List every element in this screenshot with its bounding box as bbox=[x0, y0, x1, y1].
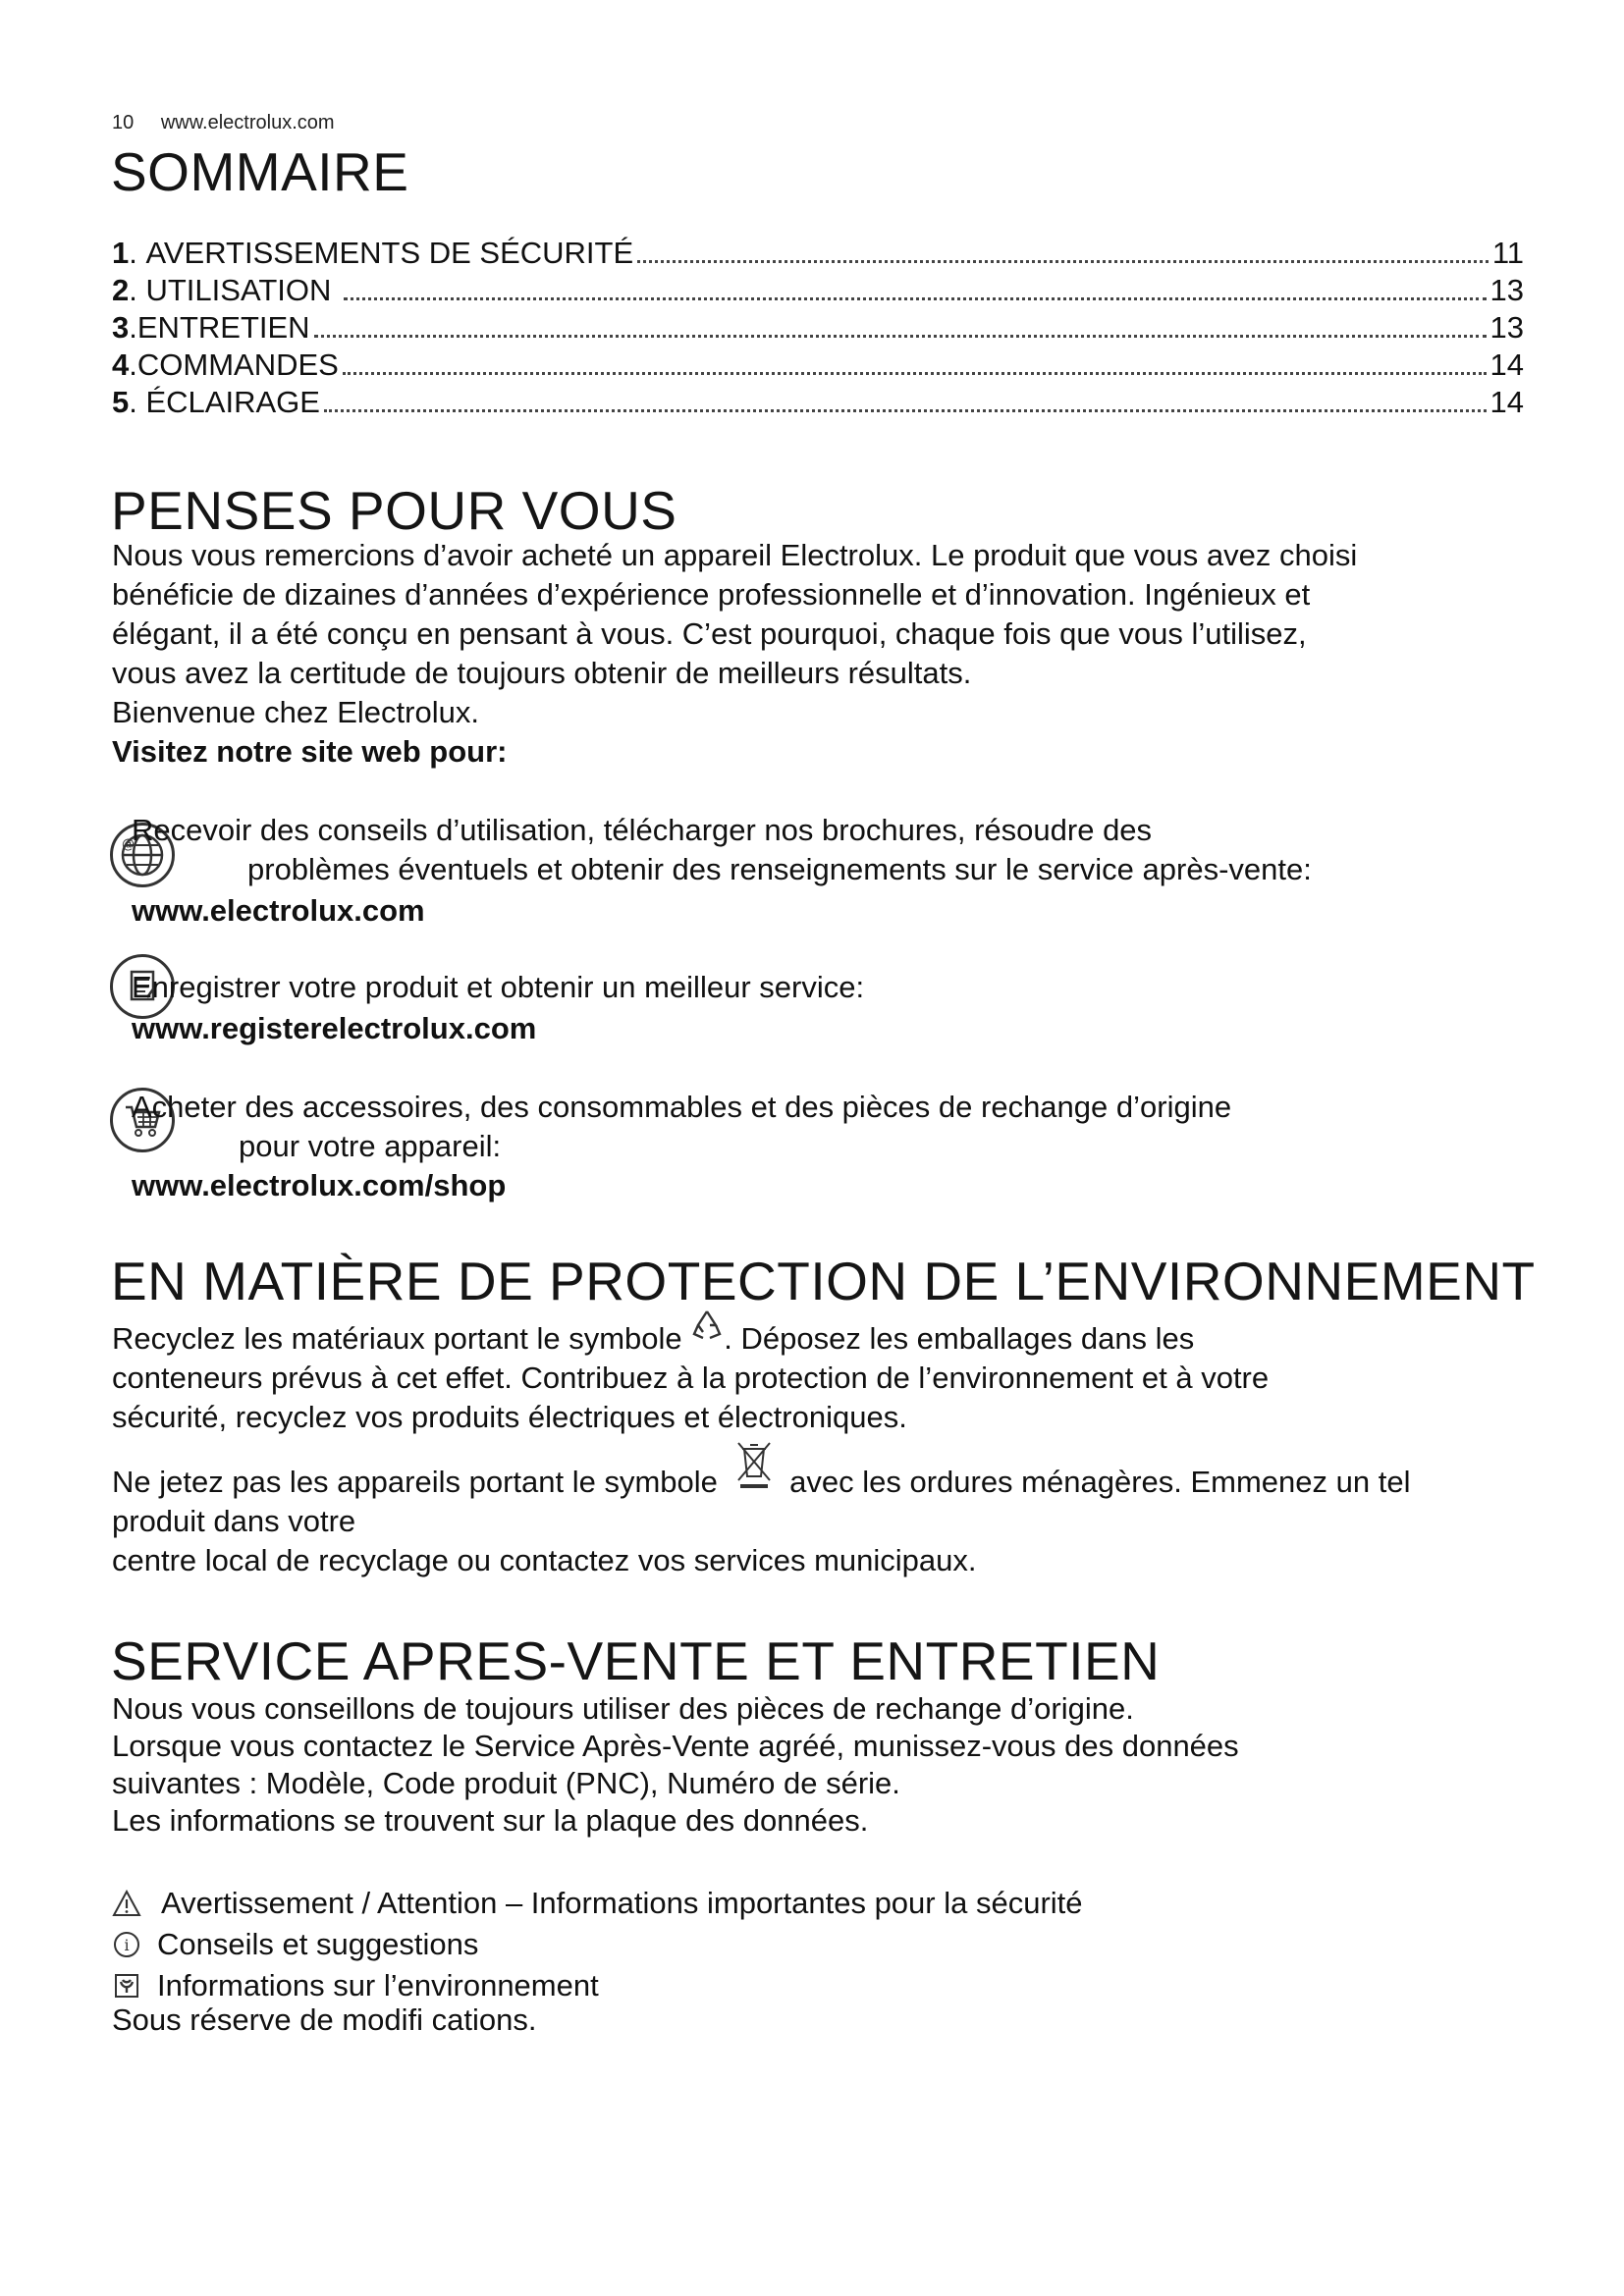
toc-item-label: ÉCLAIRAGE bbox=[145, 385, 320, 419]
symbol-legend bbox=[112, 1883, 1083, 2006]
legend-item: Informations sur l’environnement bbox=[112, 1965, 1083, 2006]
legend-item: i Conseils et suggestions bbox=[112, 1924, 1083, 1965]
weee-bin-icon bbox=[734, 1439, 774, 1500]
toc-item[interactable]: 3 . ENTRETIEN 13 bbox=[112, 310, 1524, 345]
link-3-line1: Acheter des accessoires, des consommables et des pièces de rechange d’origine bbox=[132, 1090, 1232, 1124]
toc-dots bbox=[637, 260, 1489, 263]
toc-dots bbox=[343, 372, 1487, 375]
svg-text:@: @ bbox=[122, 837, 135, 852]
link-1-line1: Recevoir des conseils d’utilisation, télécharger nos brochures, résoudre des bbox=[132, 813, 1153, 847]
legend-item: Avertissement / Attention – Informations importantes pour la sécurité bbox=[112, 1883, 1083, 1924]
link-electrolux[interactable]: www.electrolux.com bbox=[132, 893, 425, 928]
site-url[interactable]: www.electrolux.com bbox=[160, 112, 335, 133]
link-2-line1: Enregistrer votre produit et obtenir un meilleur service: bbox=[132, 970, 865, 1004]
page-number: 10 bbox=[112, 112, 135, 133]
footer-note: Sous réserve de modifi cations. bbox=[112, 2002, 537, 2037]
page-header bbox=[112, 112, 356, 134]
environnement-paragraph-2: Ne jetez pas les appareils portant le symbole avec les ordures ménagères. Emmenez un tel produit dans votre centre local de recyclage ou contactez vos services municipaux. bbox=[112, 1463, 1516, 1580]
environnement-paragraph-1: Recyclez les matériaux portant le symbole . Déposez les emballages dans les conteneurs prévus à cet effet. Contribuez à la protection de l’environnement et à votre sécurité, recyclez vos produits électriques et électroniques. bbox=[112, 1319, 1516, 1437]
toc-item-label: UTILISATION bbox=[145, 273, 340, 307]
link-register[interactable]: www.registerelectrolux.com bbox=[132, 1011, 537, 1045]
service-paragraph: Nous vous conseillons de toujours utiliser des pièces de rechange d’origine. Lorsque vous contactez le Service Après-Vente agréé, munissez-vous des données suivantes : Modèle, Code produit (PNC), Numéro de série. Les informations se trouvent sur la plaque des données. bbox=[112, 1691, 1239, 1838]
toc-item-page: 13 bbox=[1489, 273, 1524, 307]
toc-item-page: 11 bbox=[1491, 236, 1524, 270]
toc-item[interactable]: 1 . AVERTISSEMENTS DE SÉCURITÉ 11 bbox=[112, 236, 1524, 270]
svg-text:i: i bbox=[124, 1936, 130, 1954]
toc-dots bbox=[314, 335, 1487, 338]
recycle-icon bbox=[690, 1308, 724, 1352]
info-icon bbox=[112, 1930, 141, 1959]
toc-dots bbox=[324, 409, 1487, 412]
environnement-title: EN MATIÈRE DE PROTECTION DE L’ENVIRONNEMENT bbox=[111, 1251, 1536, 1311]
welcome-text: Bienvenue chez Electrolux. bbox=[112, 695, 479, 729]
link-3-line2: pour votre appareil: bbox=[239, 1129, 502, 1163]
penses-paragraph: Nous vous remercions d’avoir acheté un appareil Electrolux. Le produit que vous avez choisi bénéficie de dizaines d’années d’expérience professionnelle et d’innovation. Ingénieux et élégant, il a été conçu en pensant à vous. C’est pourquoi, chaque fois que vous l’utilisez, vous avez la certitude de toujours obtenir de meilleurs résultats. Bienvenue chez Electrolux. Visitez notre site web pour: bbox=[112, 536, 1516, 772]
toc-item[interactable]: 5 . ÉCLAIRAGE 14 bbox=[112, 385, 1524, 419]
toc-dots bbox=[344, 297, 1487, 300]
toc-item-page: 14 bbox=[1489, 347, 1524, 382]
service-title: SERVICE APRES-VENTE ET ENTRETIEN bbox=[111, 1630, 1161, 1691]
environment-icon bbox=[112, 1971, 141, 2001]
link-1-line2: problèmes éventuels et obtenir des renseignements sur le service après-vente: bbox=[247, 852, 1312, 886]
toc-item-label: ENTRETIEN bbox=[136, 310, 310, 345]
sommaire-title: SOMMAIRE bbox=[111, 141, 409, 202]
visit-label: Visitez notre site web pour: bbox=[112, 734, 508, 769]
toc-item-label: COMMANDES bbox=[136, 347, 339, 382]
table-of-contents bbox=[112, 236, 1524, 422]
penses-title: PENSES POUR VOUS bbox=[111, 480, 677, 541]
warning-icon bbox=[112, 1889, 141, 1918]
toc-item[interactable]: 4 . COMMANDES 14 bbox=[112, 347, 1524, 382]
toc-item[interactable]: 2 . UTILISATION 13 bbox=[112, 273, 1524, 307]
toc-item-page: 13 bbox=[1489, 310, 1524, 345]
toc-item-page: 14 bbox=[1489, 385, 1524, 419]
toc-item-label: AVERTISSEMENTS DE SÉCURITÉ bbox=[145, 236, 634, 270]
link-shop[interactable]: www.electrolux.com/shop bbox=[132, 1168, 507, 1202]
